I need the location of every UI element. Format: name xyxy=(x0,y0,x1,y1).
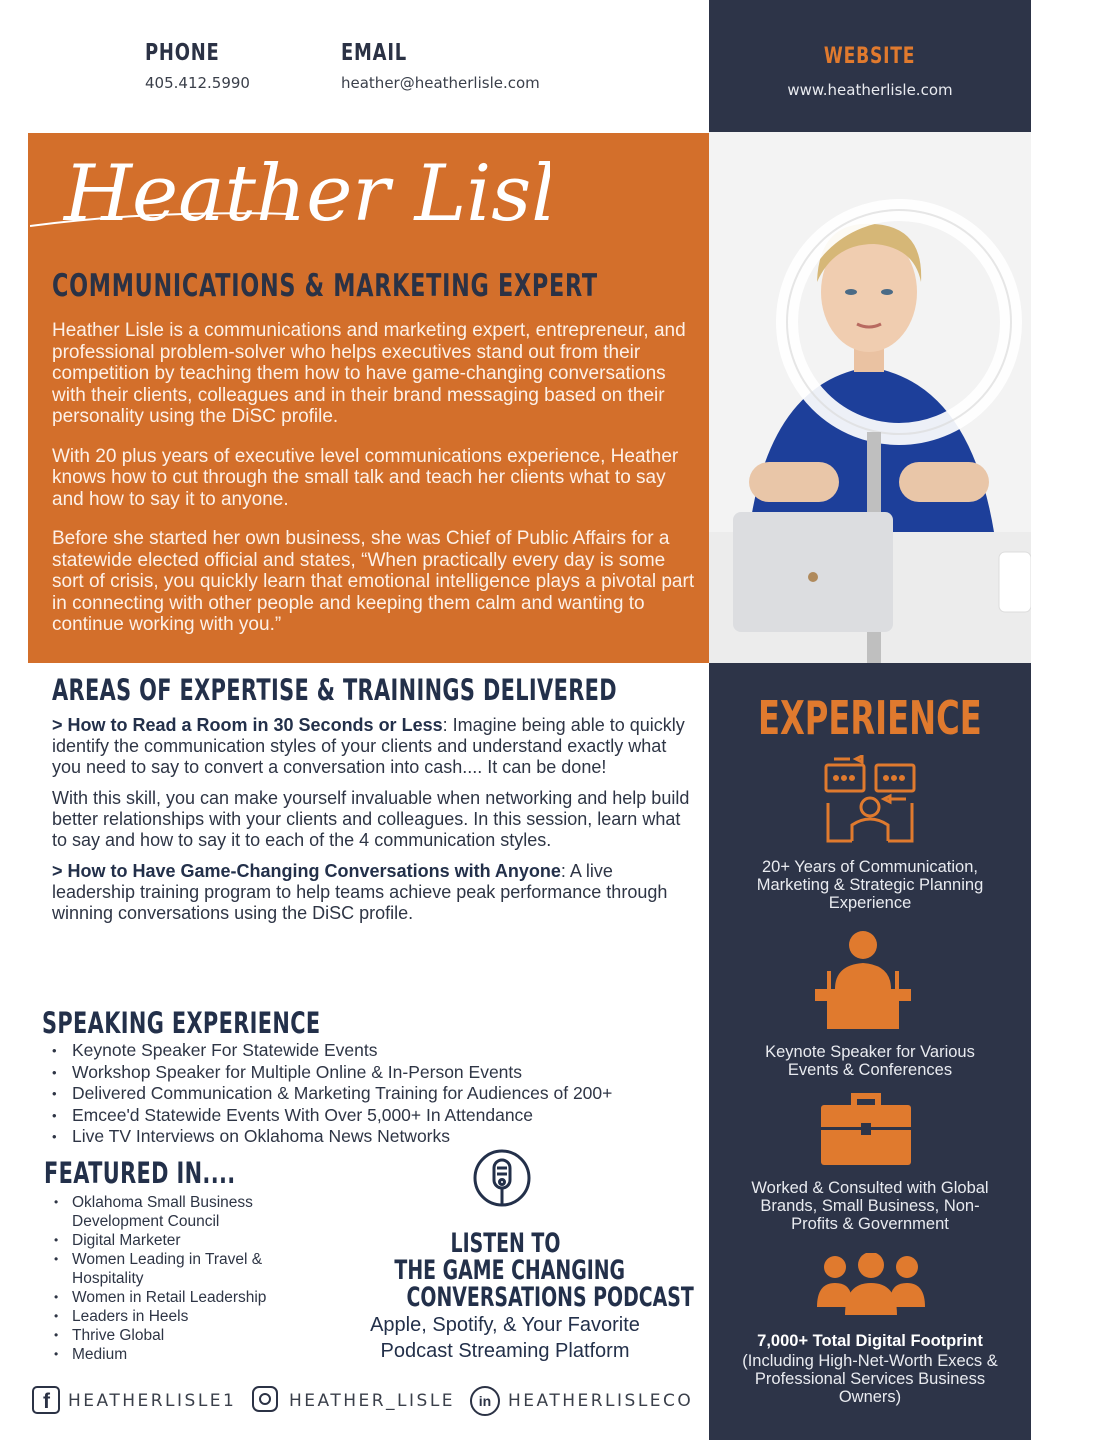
experience-panel xyxy=(709,663,1031,1440)
expertise-item-2 xyxy=(52,861,692,924)
expertise-item-1-para2: With this skill, you can make yourself invaluable when networking and help build better relationships with your clients and colleagues. In this session, learn what to say and how to say it to each of the 4 communication styles. xyxy=(52,788,690,850)
website-label: WEBSITE xyxy=(824,44,916,69)
instagram-icon[interactable] xyxy=(252,1386,278,1412)
linkedin-icon[interactable]: in xyxy=(470,1386,500,1416)
list-item: • Medium xyxy=(72,1345,288,1364)
experience-item-clients: Worked & Consulted with Global Brands, Small Business, Non-Profits & Government xyxy=(751,1179,989,1233)
website-panel xyxy=(709,0,1031,132)
bio-paragraph: Before she started her own business, she was Chief of Public Affairs for a statewide elected official and states, “When practically every day is some sort of crisis, you quickly learn that emotional intelligence plays a pivotal part in connecting with other people and keeping them calm and wanting to continue working with you.” xyxy=(52,528,695,635)
list-item: • Delivered Communication & Marketing Training for Audiences of 200+ xyxy=(72,1083,678,1105)
linkedin-handle[interactable]: HEATHERLISLECO xyxy=(508,1391,694,1411)
email-address[interactable]: heather@heatherlisle.com xyxy=(341,74,540,92)
list-item: • Oklahoma Small Business Development Council xyxy=(72,1193,288,1231)
expertise-item-1 xyxy=(52,715,692,778)
briefcase-icon xyxy=(821,1093,911,1170)
people-group-icon xyxy=(817,1253,925,1324)
experience-item-footprint-bold: 7,000+ Total Digital Footprint xyxy=(757,1332,983,1350)
bio-paragraph: With 20 plus years of executive level communications experience, Heather knows how to cut through the small talk and teach her clients what to say and how to say it to anyone. xyxy=(52,445,679,510)
name-script: Heather Lisle xyxy=(64,149,550,239)
podcast-line-2: THE GAME CHANGING xyxy=(394,1255,626,1286)
podcast-platforms: Apple, Spotify, & Your Favorite Podcast Streaming Platform xyxy=(370,1314,640,1362)
conversation-icon xyxy=(822,755,918,850)
expertise-item-1-title: > How to Read a Room in 30 Seconds or Less xyxy=(52,715,443,735)
list-item: • Live TV Interviews on Oklahoma News Networks xyxy=(72,1126,678,1148)
experience-title: EXPERIENCE xyxy=(758,691,982,745)
speaking-title: SPEAKING EXPERIENCE xyxy=(42,1006,321,1040)
speaker-podium-icon xyxy=(813,931,913,1034)
facebook-icon[interactable]: f xyxy=(32,1386,60,1414)
expertise-title: AREAS OF EXPERTISE & TRAININGS DELIVERED xyxy=(52,673,617,707)
expertise-item-2-text: : A live leadership training program to help teams achieve peak performance through winning conversations using the DiSC profile. xyxy=(52,861,668,923)
bio xyxy=(52,320,697,654)
expertise-body xyxy=(52,715,692,924)
podcast-block xyxy=(345,1228,694,1364)
speaking-list xyxy=(28,1040,678,1148)
profile-photo xyxy=(709,132,1031,663)
podcast-line-3: CONVERSATIONS PODCAST xyxy=(406,1282,694,1313)
experience-item-footprint: (Including High-Net-Worth Execs & Professional Services Business Owners) xyxy=(742,1352,998,1406)
list-item: • Emcee'd Statewide Events With Over 5,000+ In Attendance xyxy=(72,1105,678,1127)
hero-title: COMMUNICATIONS & MARKETING EXPERT xyxy=(52,268,598,304)
website-url[interactable]: www.heatherlisle.com xyxy=(787,81,953,99)
expertise-item-1-text: : Imagine being able to quickly identify the communication styles of your clients and understand exactly what you need to say to convert a conversation into cash.... It can be done! xyxy=(52,715,685,777)
featured-list xyxy=(28,1193,288,1364)
featured-title: FEATURED IN.... xyxy=(44,1156,236,1190)
list-item: • Workshop Speaker for Multiple Online & In-Person Events xyxy=(72,1062,678,1084)
list-item: • Leaders in Heels xyxy=(72,1307,288,1326)
list-item: • Digital Marketer xyxy=(72,1231,288,1250)
list-item: • Women in Retail Leadership xyxy=(72,1288,288,1307)
facebook-handle[interactable]: HEATHERLISLE1 xyxy=(68,1391,237,1411)
bio-paragraph: Heather Lisle is a communications and marketing expert, entrepreneur, and professional problem-solver who helps executives stand out from their competition by teaching them how to have game-changing conversations with their clients, colleagues and in their brand messaging based on their personality using the DiSC profile. xyxy=(52,320,686,427)
experience-item-keynote: Keynote Speaker for Various Events & Conferences xyxy=(765,1043,975,1079)
name-signature xyxy=(30,140,550,250)
instagram-handle[interactable]: HEATHER_LISLE xyxy=(289,1391,456,1411)
expertise-item-2-title: > How to Have Game-Changing Conversations with Anyone xyxy=(52,861,561,881)
list-item: • Thrive Global xyxy=(72,1326,288,1345)
phone-label: PHONE xyxy=(145,40,220,66)
list-item: • Keynote Speaker For Statewide Events xyxy=(72,1040,678,1062)
experience-item-years: 20+ Years of Communication, Marketing & Strategic Planning Experience xyxy=(756,858,984,912)
phone-number[interactable]: 405.412.5990 xyxy=(145,74,250,92)
email-label: EMAIL xyxy=(341,40,408,66)
list-item: • Women Leading in Travel & Hospitality xyxy=(72,1250,288,1288)
podcast-line-1: LISTEN TO xyxy=(450,1228,560,1259)
microphone-icon xyxy=(470,1148,534,1215)
